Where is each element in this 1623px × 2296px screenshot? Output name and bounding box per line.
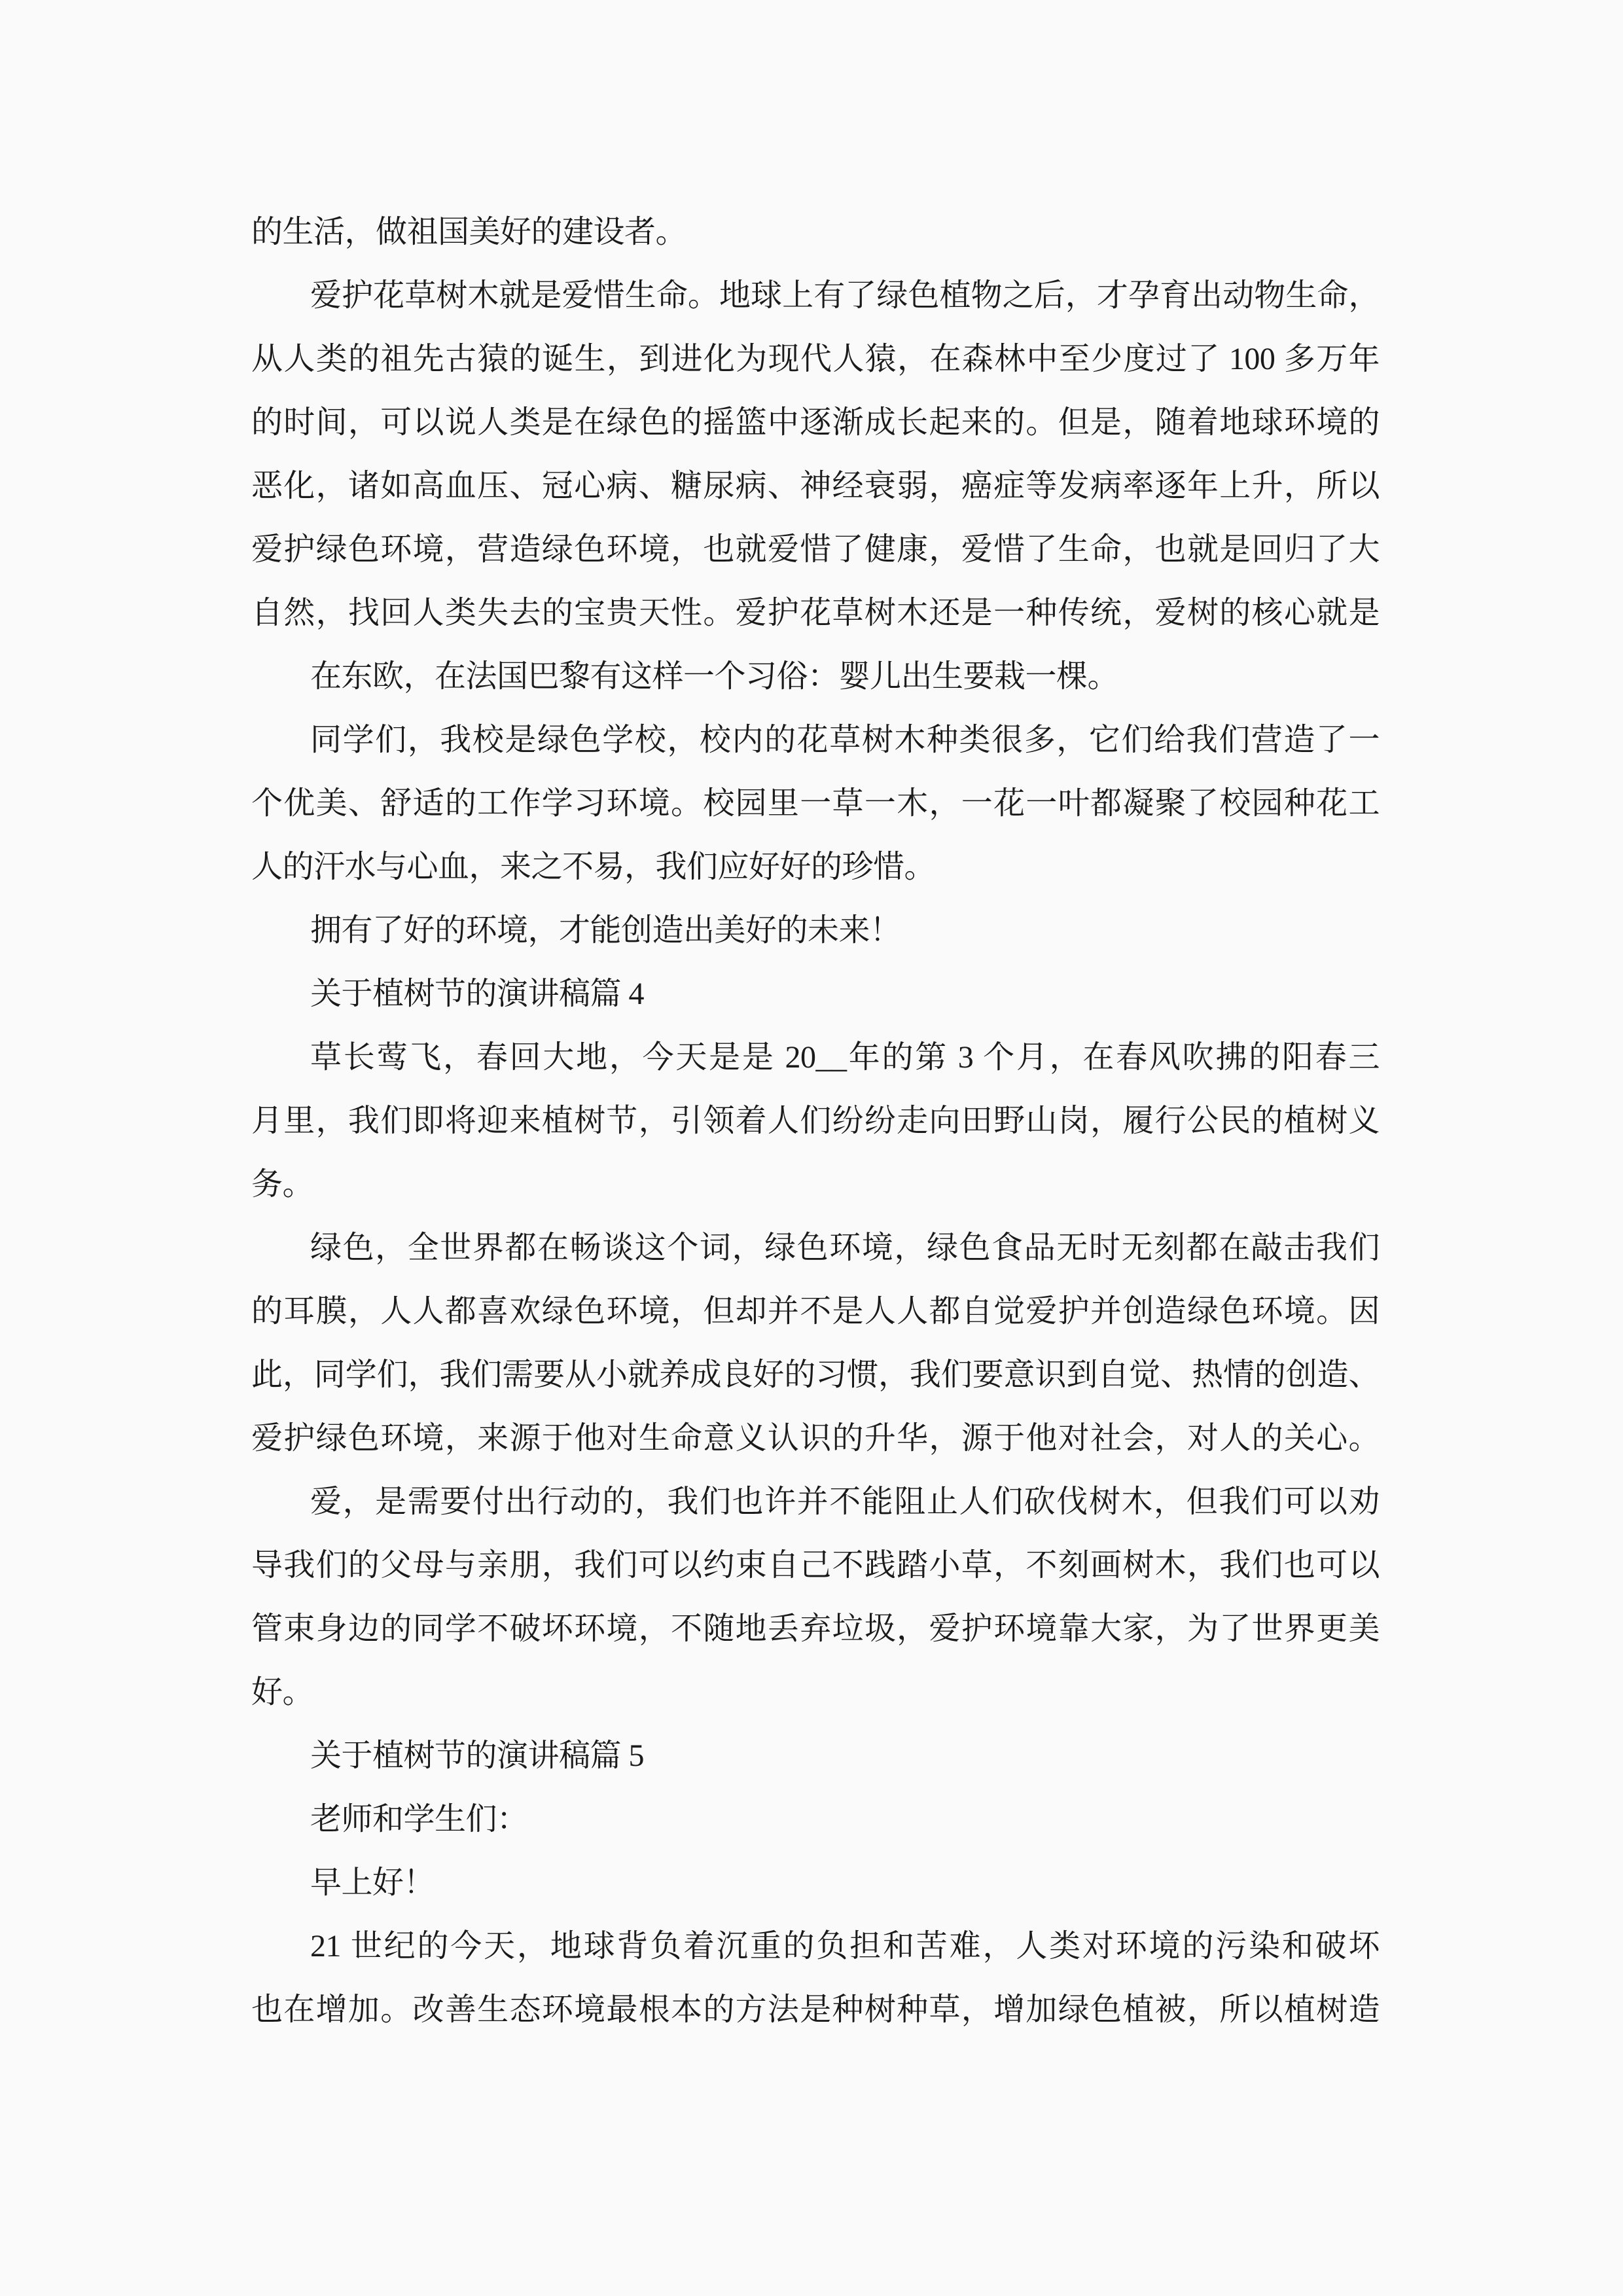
- text-line: 导我们的父母与亲朋，我们可以约束自己不践踏小草，不刻画树木，我们也可以: [251, 1548, 1380, 1583]
- text-line: 人的汗水与心血，来之不易，我们应好好的珍惜。: [251, 850, 936, 884]
- text-line: 自然，找回人类失去的宝贵天性。爱护花草树木还是一种传统，爱树的核心就是: [251, 596, 1380, 630]
- text-line: 从人类的祖先古猿的诞生，到进化为现代人猿，在森林中至少度过了 100 多万年: [251, 342, 1380, 376]
- text-line: 同学们，我校是绿色学校，校内的花草树木种类很多，它们给我们营造了一: [310, 723, 1380, 757]
- document-body: [251, 200, 1380, 2041]
- text-line: 草长莺飞，春回大地，今天是是 20__年的第 3 个月，在春风吹拂的阳春三: [310, 1040, 1380, 1075]
- text-line: 月里，我们即将迎来植树节，引领着人们纷纷走向田野山岗，履行公民的植树义: [251, 1103, 1380, 1138]
- text-line: 的耳膜，人人都喜欢绿色环境，但却并不是人人都自觉爱护并创造绿色环境。因: [251, 1294, 1380, 1329]
- text-line: 拥有了好的环境，才能创造出美好的未来！: [310, 913, 901, 948]
- section-heading-line: 关于植树节的演讲稿篇 5: [310, 1738, 645, 1773]
- text-line: 绿色，全世界都在畅谈这个词，绿色环境，绿色食品无时无刻都在敲击我们: [310, 1230, 1380, 1265]
- text-line: 爱护绿色环境，营造绿色环境，也就爱惜了健康，爱惜了生命，也就是回归了大: [251, 532, 1380, 567]
- text-line: 的生活，做祖国美好的建设者。: [251, 215, 687, 249]
- text-line: 恶化，诸如高血压、冠心病、糖尿病、神经衰弱，癌症等发病率逐年上升，所以: [251, 469, 1380, 503]
- salutation-line: 老师和学生们：: [310, 1802, 528, 1837]
- greeting-line: 早上好！: [310, 1865, 435, 1900]
- text-line: 个优美、舒适的工作学习环境。校园里一草一木，一花一叶都凝聚了校园种花工: [251, 786, 1380, 821]
- text-line: 此，同学们，我们需要从小就养成良好的习惯，我们要意识到自觉、热情的创造、: [251, 1357, 1380, 1392]
- text-line: 在东欧，在法国巴黎有这样一个习俗：婴儿出生要栽一棵。: [310, 659, 1119, 694]
- text-line: 务。: [251, 1167, 314, 1202]
- section-heading-line: 关于植树节的演讲稿篇 4: [310, 977, 645, 1011]
- text-line: 管束身边的同学不破坏环境，不随地丢弃垃圾，爱护环境靠大家，为了世界更美: [251, 1611, 1380, 1646]
- text-line: 21 世纪的今天，地球背负着沉重的负担和苦难，人类对环境的污染和破坏: [310, 1929, 1380, 1964]
- text-line: 爱护绿色环境，来源于他对生命意义认识的升华，源于他对社会，对人的关心。: [251, 1421, 1380, 1456]
- text-line: 的时间，可以说人类是在绿色的摇篮中逐渐成长起来的。但是，随着地球环境的: [251, 405, 1380, 440]
- text-line: 好。: [251, 1675, 314, 1710]
- text-line: 爱，是需要付出行动的，我们也许并不能阻止人们砍伐树木，但我们可以劝: [310, 1484, 1380, 1519]
- text-line: 也在增加。改善生态环境最根本的方法是种树种草，增加绿色植被，所以植树造: [251, 1992, 1380, 2027]
- text-line: 爱护花草树木就是爱惜生命。地球上有了绿色植物之后，才孕育出动物生命，: [310, 278, 1380, 313]
